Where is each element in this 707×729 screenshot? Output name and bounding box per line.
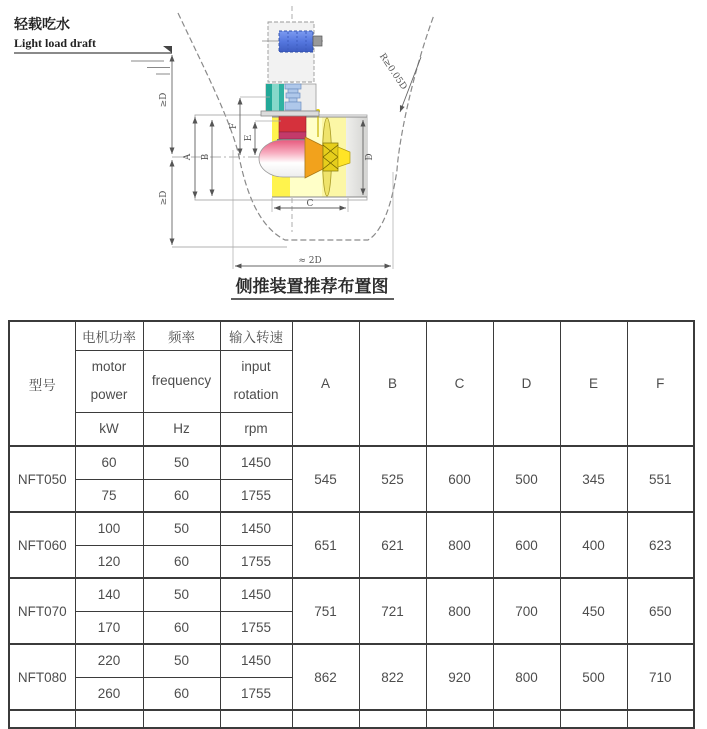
coupling-shaft-stack [285,84,301,110]
coupling-teal-dark [266,84,272,111]
rpm-cell: 1450 [220,644,292,677]
model-cell: NFT070 [9,578,75,644]
draft-mark-triangle [163,46,172,53]
table-row-clipped [9,710,694,728]
hz-cell: 50 [143,644,220,677]
hz-cell: 50 [143,446,220,479]
kw-cell: 100 [75,512,143,545]
dim-c-label: C [306,199,314,209]
dim-c-cell: 800 [426,512,493,578]
gearbox-upper [279,116,306,132]
kw-cell: 260 [75,677,143,710]
dim-d-cell: 600 [493,512,560,578]
header-dim-b: B [359,321,426,446]
coupling-teal-light [272,84,279,111]
rpm-cell: 1755 [220,677,292,710]
header-dim-f: F [627,321,694,446]
model-cell: NFT050 [9,446,75,512]
hz-cell: 50 [143,512,220,545]
header-rotation-zh: 输入转速 [220,321,292,350]
rpm-cell: 1450 [220,512,292,545]
header-row-zh [9,321,694,350]
table-row [9,644,694,677]
dim-ge-d-upper-label: ≥D [159,92,169,108]
light-load-draft-en: Light load draft [14,36,97,50]
dim-f-cell: 623 [627,512,694,578]
rpm-cell: 1755 [220,479,292,512]
hz-cell: 60 [143,545,220,578]
dim-2d-label: ≈ 2D [298,256,322,266]
dim-d-label: D [365,153,375,161]
dim-f-label: F [229,122,239,130]
model-cell: NFT060 [9,512,75,578]
header-power-zh: 电机功率 [75,321,143,350]
mounting-flange [261,111,319,116]
table-row [9,512,694,545]
dim-ge-d-lower-label: ≥D [159,190,169,206]
hz-cell: 60 [143,677,220,710]
dim-a-label: A [183,153,193,161]
dim-b-cell: 525 [359,446,426,512]
header-freq-en: frequency [143,350,220,412]
water-ripples [131,61,170,74]
dim-e-cell: 450 [560,578,627,644]
diagram-caption: 侧推装置推荐布置图 [235,277,389,297]
kw-cell: 60 [75,446,143,479]
motor-cylinder [279,31,313,52]
header-power-en: motor power [75,350,143,412]
dim-a-cell: 545 [292,446,359,512]
coupling-teal-mid [279,84,284,111]
dim-f-cell: 551 [627,446,694,512]
rpm-cell: 1450 [220,446,292,479]
dim-e-cell: 500 [560,644,627,710]
kw-cell: 220 [75,644,143,677]
kw-cell: 170 [75,611,143,644]
header-freq-zh: 频率 [143,321,220,350]
spec-table [8,320,695,729]
kw-cell: 140 [75,578,143,611]
header-dim-d: D [493,321,560,446]
rpm-cell: 1450 [220,578,292,611]
dim-b-cell: 822 [359,644,426,710]
header-rotation-unit: rpm [220,412,292,446]
model-cell: NFT080 [9,644,75,710]
dim-b-cell: 621 [359,512,426,578]
dim-b-cell: 721 [359,578,426,644]
rpm-cell: 1755 [220,611,292,644]
dim-f-cell: 710 [627,644,694,710]
header-power-unit: kW [75,412,143,446]
kw-cell: 120 [75,545,143,578]
header-model: 型号 [9,321,75,446]
hz-cell: 50 [143,578,220,611]
dim-e-cell: 345 [560,446,627,512]
rpm-cell: 1755 [220,545,292,578]
dim-a-cell: 751 [292,578,359,644]
kw-cell: 75 [75,479,143,512]
light-load-draft-zh: 轻载吃水 [14,17,70,33]
motor-shaft-stub [313,36,322,46]
table-row [9,446,694,479]
hz-cell: 60 [143,479,220,512]
header-dim-c: C [426,321,493,446]
dim-c-cell: 800 [426,578,493,644]
dim-b-label: B [201,153,211,161]
header-freq-unit: Hz [143,412,220,446]
gearbox-lower [279,132,306,139]
dim-f-cell: 650 [627,578,694,644]
dim-c-cell: 920 [426,644,493,710]
pod-body [259,140,305,177]
header-rotation-en: input rotation [220,350,292,412]
dim-d-cell: 800 [493,644,560,710]
dim-e-label: E [244,134,254,142]
dim-a-cell: 651 [292,512,359,578]
dim-a-cell: 862 [292,644,359,710]
dim-radius-label: R≥0.05D [376,51,409,92]
hz-cell: 60 [143,611,220,644]
dim-d-cell: 700 [493,578,560,644]
header-dim-a: A [292,321,359,446]
thruster-arrangement-diagram [0,0,445,312]
header-dim-e: E [560,321,627,446]
dim-c-cell: 600 [426,446,493,512]
dim-d-cell: 500 [493,446,560,512]
table-row [9,578,694,611]
dim-e-cell: 400 [560,512,627,578]
